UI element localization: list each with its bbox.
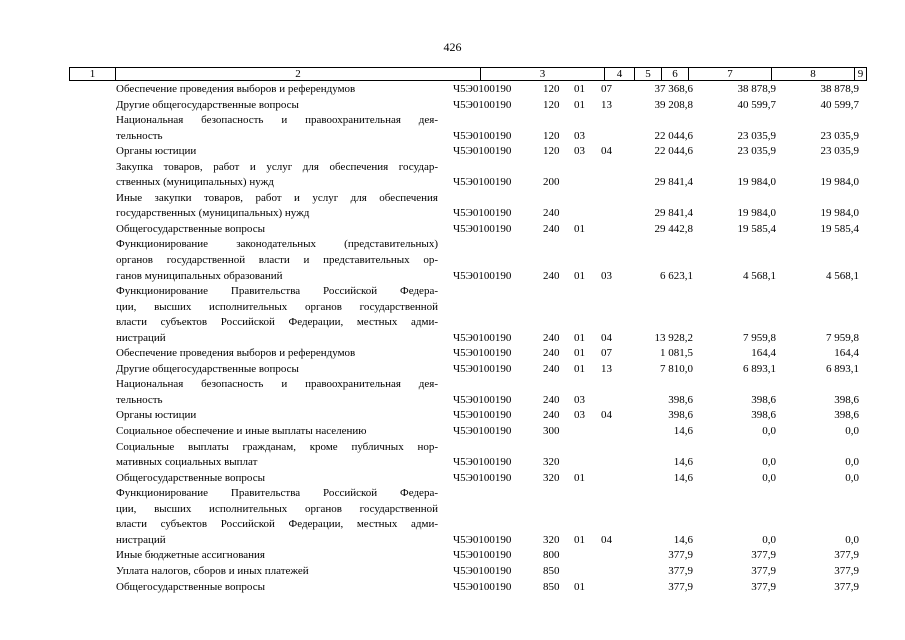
row-subsection: 13 <box>601 362 612 375</box>
row-value-col9: 23 035,9 <box>820 129 859 142</box>
header-col-7: 7 <box>689 68 772 80</box>
table-row <box>0 160 905 191</box>
row-name-line: нистраций <box>116 331 166 344</box>
header-col-3: 3 <box>481 68 605 80</box>
row-value-col9: 40 599,7 <box>820 98 859 111</box>
row-value-col9: 23 035,9 <box>820 145 859 158</box>
row-section: 01 <box>574 83 585 95</box>
row-name <box>116 284 438 346</box>
table-row <box>0 222 905 238</box>
row-name-line: власти субъектов Российской Федерации, местных адми- <box>116 518 438 531</box>
row-name <box>116 191 438 222</box>
row-value-col9: 398,6 <box>834 409 859 422</box>
row-name <box>116 471 438 487</box>
row-name-line: Социальные выплаты гражданам, кроме публичных нор- <box>116 440 438 453</box>
row-section: 03 <box>574 393 585 406</box>
row-name-line: Национальная безопасность и правоохранительная дея- <box>116 378 438 391</box>
row-name-line: ганов муниципальных образований <box>116 269 283 282</box>
row-value-col9: 0,0 <box>845 533 859 546</box>
row-name-line: Другие общегосударственные вопросы <box>116 98 299 111</box>
row-value-col7: 377,9 <box>668 564 693 577</box>
table-row <box>0 144 905 160</box>
row-code: Ч5Э0100190 <box>453 145 512 158</box>
row-name-line: Функционирование законодательных (представительных) <box>116 238 438 251</box>
row-expense-type: 320 <box>543 471 560 484</box>
row-code: Ч5Э0100190 <box>453 362 512 375</box>
row-name <box>116 144 438 160</box>
row-value-col8: 40 599,7 <box>737 98 776 111</box>
row-code: Ч5Э0100190 <box>453 409 512 422</box>
row-name-line: власти субъектов Российской Федерации, местных адми- <box>116 316 438 329</box>
row-name <box>116 440 438 471</box>
row-name-line: Закупка товаров, работ и услуг для обеспечения государ- <box>116 160 438 173</box>
row-code: Ч5Э0100190 <box>453 207 512 220</box>
row-section: 01 <box>574 533 585 546</box>
header-col-9: 9 <box>857 68 864 80</box>
row-name-line: Общегосударственные вопросы <box>116 222 265 235</box>
row-name <box>116 377 438 408</box>
row-value-col8: 4 568,1 <box>743 269 776 282</box>
row-name-line: Функционирование Правительства Российской Федера- <box>116 487 438 500</box>
row-name-line: Органы юстиции <box>116 145 197 158</box>
row-name-line: Общегосударственные вопросы <box>116 471 265 484</box>
row-name <box>116 548 438 564</box>
row-expense-type: 240 <box>543 207 560 220</box>
row-value-col8: 23 035,9 <box>737 129 776 142</box>
row-section: 01 <box>574 269 585 282</box>
row-value-col8: 7 959,8 <box>743 331 776 344</box>
row-name <box>116 408 438 424</box>
row-name <box>116 580 438 596</box>
row-expense-type: 120 <box>543 83 560 95</box>
row-value-col9: 7 959,8 <box>826 331 859 344</box>
row-expense-type: 800 <box>543 549 560 562</box>
row-name <box>116 82 438 98</box>
row-value-col8: 377,9 <box>751 580 776 593</box>
row-subsection: 03 <box>601 269 612 282</box>
row-subsection: 13 <box>601 98 612 111</box>
row-code: Ч5Э0100190 <box>453 347 512 360</box>
row-value-col8: 19 984,0 <box>737 207 776 220</box>
row-value-col8: 19 984,0 <box>737 176 776 189</box>
row-name-line: ственных (муниципальных) нужд <box>116 176 274 189</box>
row-value-col7: 6 623,1 <box>660 269 693 282</box>
row-name-line: Обеспечение проведения выборов и референдумов <box>116 347 356 360</box>
row-name <box>116 486 438 548</box>
row-code: Ч5Э0100190 <box>453 393 512 406</box>
row-name-line: Обеспечение проведения выборов и референдумов <box>116 83 356 95</box>
row-value-col7: 39 208,8 <box>654 98 693 111</box>
row-section: 01 <box>574 471 585 484</box>
row-expense-type: 120 <box>543 98 560 111</box>
row-value-col9: 377,9 <box>834 564 859 577</box>
row-value-col7: 37 368,6 <box>654 83 693 95</box>
budget-table-body <box>0 82 905 595</box>
row-value-col9: 377,9 <box>834 580 859 593</box>
row-name-line: Иные закупки товаров, работ и услуг для обеспечения <box>116 191 438 204</box>
header-col-6: 6 <box>662 68 689 80</box>
row-value-col9: 398,6 <box>834 393 859 406</box>
table-row <box>0 82 905 98</box>
row-name <box>116 237 438 284</box>
row-subsection: 04 <box>601 331 612 344</box>
row-value-col7: 29 442,8 <box>654 222 693 235</box>
row-code: Ч5Э0100190 <box>453 331 512 344</box>
row-value-col9: 0,0 <box>845 425 859 438</box>
header-col-8: 8 <box>772 68 855 80</box>
row-section: 03 <box>574 145 585 158</box>
table-header-row <box>69 67 867 81</box>
row-value-col8: 23 035,9 <box>737 145 776 158</box>
row-expense-type: 240 <box>543 269 560 282</box>
row-name-line: Функционирование Правительства Российской Федера- <box>116 285 438 298</box>
row-code: Ч5Э0100190 <box>453 176 512 189</box>
row-value-col9: 19 984,0 <box>820 207 859 220</box>
row-name-line: Иные бюджетные ассигнования <box>116 549 265 562</box>
row-value-col9: 0,0 <box>845 471 859 484</box>
page-number: 426 <box>443 40 462 54</box>
row-expense-type: 320 <box>543 533 560 546</box>
header-col-1: 1 <box>70 68 116 80</box>
row-name <box>116 98 438 114</box>
row-expense-type: 200 <box>543 176 560 189</box>
row-section: 01 <box>574 580 585 593</box>
row-value-col7: 7 810,0 <box>660 362 693 375</box>
header-col-4: 4 <box>605 68 635 80</box>
row-value-col9: 0,0 <box>845 456 859 469</box>
table-row <box>0 113 905 144</box>
row-name-line: тельность <box>116 129 163 142</box>
row-name-line: Другие общегосударственные вопросы <box>116 362 299 375</box>
row-value-col9: 4 568,1 <box>826 269 859 282</box>
row-expense-type: 240 <box>543 393 560 406</box>
row-expense-type: 240 <box>543 362 560 375</box>
row-value-col9: 38 878,9 <box>820 83 859 95</box>
row-subsection: 07 <box>601 347 612 360</box>
table-row <box>0 346 905 362</box>
row-expense-type: 240 <box>543 409 560 422</box>
row-value-col8: 19 585,4 <box>737 222 776 235</box>
row-expense-type: 240 <box>543 222 560 235</box>
row-expense-type: 120 <box>543 129 560 142</box>
row-section: 01 <box>574 331 585 344</box>
row-value-col7: 14,6 <box>673 456 693 469</box>
row-name <box>116 362 438 378</box>
table-row <box>0 362 905 378</box>
row-section: 03 <box>574 129 585 142</box>
row-name-line: мативных социальных выплат <box>116 456 258 469</box>
row-expense-type: 240 <box>543 347 560 360</box>
row-name-line: Уплата налогов, сборов и иных платежей <box>116 564 309 577</box>
table-row <box>0 548 905 564</box>
row-value-col7: 29 841,4 <box>654 176 693 189</box>
row-value-col9: 19 585,4 <box>820 222 859 235</box>
row-value-col8: 377,9 <box>751 549 776 562</box>
row-expense-type: 300 <box>543 425 560 438</box>
row-value-col7: 1 081,5 <box>660 347 693 360</box>
row-value-col9: 377,9 <box>834 549 859 562</box>
row-code: Ч5Э0100190 <box>453 456 512 469</box>
header-col-5: 5 <box>635 68 662 80</box>
row-expense-type: 320 <box>543 456 560 469</box>
row-value-col9: 6 893,1 <box>826 362 859 375</box>
row-code: Ч5Э0100190 <box>453 549 512 562</box>
row-value-col9: 19 984,0 <box>820 176 859 189</box>
row-value-col7: 22 044,6 <box>654 145 693 158</box>
row-code: Ч5Э0100190 <box>453 533 512 546</box>
row-value-col8: 377,9 <box>751 564 776 577</box>
row-code: Ч5Э0100190 <box>453 471 512 484</box>
row-section: 03 <box>574 409 585 422</box>
row-section: 01 <box>574 347 585 360</box>
table-row <box>0 564 905 580</box>
row-value-col7: 377,9 <box>668 549 693 562</box>
row-name <box>116 424 438 440</box>
row-value-col8: 164,4 <box>751 347 776 360</box>
table-row <box>0 471 905 487</box>
row-value-col7: 14,6 <box>673 533 693 546</box>
row-name-line: Национальная безопасность и правоохранительная дея- <box>116 114 438 127</box>
row-value-col7: 377,9 <box>668 580 693 593</box>
row-value-col8: 398,6 <box>751 393 776 406</box>
table-row <box>0 237 905 284</box>
table-row <box>0 408 905 424</box>
row-expense-type: 850 <box>543 564 560 577</box>
row-value-col9: 164,4 <box>834 347 859 360</box>
header-col-2: 2 <box>116 68 481 80</box>
row-value-col8: 0,0 <box>762 471 776 484</box>
row-name-line: тельность <box>116 393 163 406</box>
table-row <box>0 98 905 114</box>
row-name <box>116 564 438 580</box>
row-name-line: государственных (муниципальных) нужд <box>116 207 310 220</box>
row-code: Ч5Э0100190 <box>453 83 512 95</box>
row-code: Ч5Э0100190 <box>453 269 512 282</box>
row-code: Ч5Э0100190 <box>453 98 512 111</box>
row-expense-type: 850 <box>543 580 560 593</box>
row-name <box>116 113 438 144</box>
row-value-col8: 398,6 <box>751 409 776 422</box>
table-row <box>0 580 905 596</box>
row-name <box>116 160 438 191</box>
row-code: Ч5Э0100190 <box>453 564 512 577</box>
row-section: 01 <box>574 98 585 111</box>
row-value-col8: 0,0 <box>762 456 776 469</box>
row-value-col7: 14,6 <box>673 471 693 484</box>
row-section: 01 <box>574 362 585 375</box>
row-code: Ч5Э0100190 <box>453 580 512 593</box>
row-value-col8: 0,0 <box>762 533 776 546</box>
row-value-col8: 0,0 <box>762 425 776 438</box>
row-value-col7: 22 044,6 <box>654 129 693 142</box>
row-name-line: Органы юстиции <box>116 409 197 422</box>
table-row <box>0 377 905 408</box>
row-value-col7: 14,6 <box>673 425 693 438</box>
table-row <box>0 440 905 471</box>
row-name-line: ции, высших исполнительных органов государственной <box>116 502 438 515</box>
row-name <box>116 222 438 238</box>
row-name-line: нистраций <box>116 533 166 546</box>
row-subsection: 04 <box>601 533 612 546</box>
table-row <box>0 191 905 222</box>
row-name-line: Социальное обеспечение и иные выплаты населению <box>116 425 367 438</box>
row-name-line: органов государственной власти и представительных ор- <box>116 254 438 267</box>
row-name-line: ции, высших исполнительных органов государственной <box>116 300 438 313</box>
row-code: Ч5Э0100190 <box>453 222 512 235</box>
row-expense-type: 240 <box>543 331 560 344</box>
row-name <box>116 346 438 362</box>
row-section: 01 <box>574 222 585 235</box>
row-subsection: 07 <box>601 83 612 95</box>
row-value-col8: 38 878,9 <box>737 83 776 95</box>
table-row <box>0 486 905 548</box>
row-value-col7: 398,6 <box>668 409 693 422</box>
row-value-col7: 13 928,2 <box>654 331 693 344</box>
row-code: Ч5Э0100190 <box>453 129 512 142</box>
row-value-col7: 398,6 <box>668 393 693 406</box>
row-name-line: Общегосударственные вопросы <box>116 580 265 593</box>
row-value-col7: 29 841,4 <box>654 207 693 220</box>
row-subsection: 04 <box>601 145 612 158</box>
row-expense-type: 120 <box>543 145 560 158</box>
row-code: Ч5Э0100190 <box>453 425 512 438</box>
row-subsection: 04 <box>601 409 612 422</box>
table-row <box>0 284 905 346</box>
table-row <box>0 424 905 440</box>
row-value-col8: 6 893,1 <box>743 362 776 375</box>
